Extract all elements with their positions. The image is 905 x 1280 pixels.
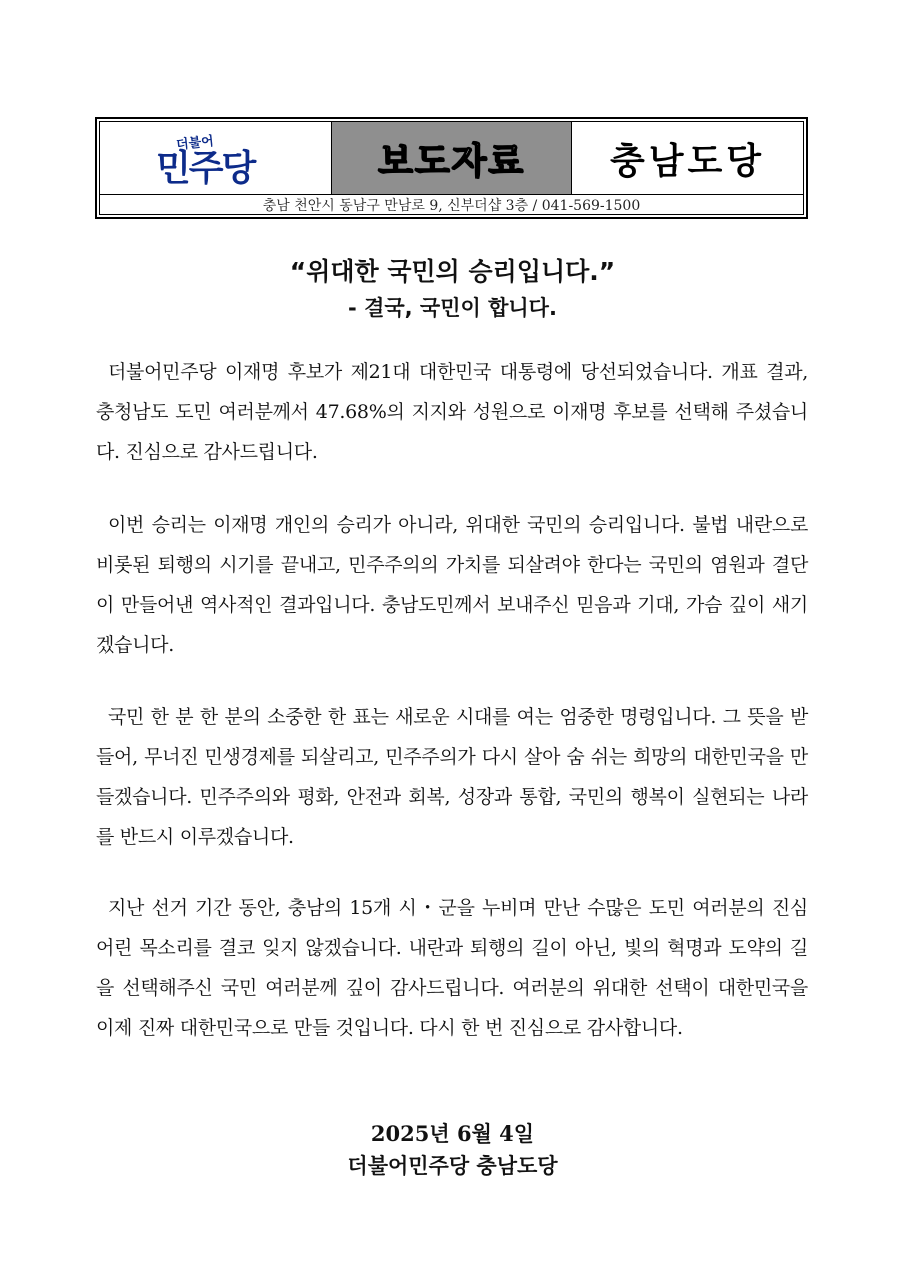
press-release-header	[95, 117, 808, 219]
signature: 더불어민주당 충남도당	[347, 1153, 558, 1178]
party-logo-small-text: 더불어	[175, 134, 215, 153]
press-release-title-cell	[332, 122, 572, 194]
press-release-title: 보도자료	[377, 140, 526, 182]
body-paragraph-3: 국민 한 분 한 분의 소중한 한 표는 새로운 시대를 여는 엄중한 명령입니다. 그 뜻을 받들어, 무너진 민생경제를 되살리고, 민주주의가 다시 살아 숨 쉬는 희망의 대한민국을 만들겠습니다. 민주주의와 평화, 안전과 회복, 성장과 통합, 국민의 행복이 실현되는 나라를 반드시 이루겠습니다.	[96, 706, 808, 848]
subheadline: - 결국, 국민이 합니다.	[348, 296, 557, 320]
body-paragraph-4: 지난 선거 기간 동안, 충남의 15개 시・군을 누비며 만난 수많은 도민 여러분의 진심 어린 목소리를 결코 잊지 않겠습니다. 내란과 퇴행의 길이 아닌, 빛의 혁명과 도약의 길을 선택해주신 국민 여러분께 깊이 감사드립니다. 여러분의 위대한 선택이 대한민국을 이제 진짜 대한민국으로 만들 것입니다. 다시 한 번 진심으로 감사합니다.	[96, 897, 808, 1039]
body-paragraph-1: 더불어민주당 이재명 후보가 제21대 대한민국 대통령에 당선되었습니다. 개표 결과, 충청남도 도민 여러분께서 47.68%의 지지와 성원으로 이재명 후보를 선택해 주셨습니다. 진심으로 감사드립니다.	[96, 361, 808, 463]
header-inner-frame	[99, 121, 804, 215]
headline: “위대한 국민의 승리입니다.”	[289, 257, 616, 286]
branch-address: 충남 천안시 동남구 만남로 9, 신부더샵 3층 / 041-569-1500	[262, 197, 641, 214]
body-paragraph-2: 이번 승리는 이재명 개인의 승리가 아니라, 위대한 국민의 승리입니다. 불법 내란으로 비롯된 퇴행의 시기를 끝내고, 민주주의의 가치를 되살려야 한다는 국민의 염원과 결단이 만들어낸 역사적인 결과입니다. 충남도민께서 보내주신 믿음과 기대, 가슴 깊이 새기겠습니다.	[96, 514, 808, 656]
branch-name: 충남도당	[609, 140, 766, 182]
party-logo	[100, 122, 332, 194]
release-date: 2025년 6월 4일	[370, 1121, 535, 1146]
party-logo-main-text: 민주당	[156, 148, 255, 189]
branch-name-cell	[572, 122, 803, 194]
header-top-row	[100, 122, 803, 195]
